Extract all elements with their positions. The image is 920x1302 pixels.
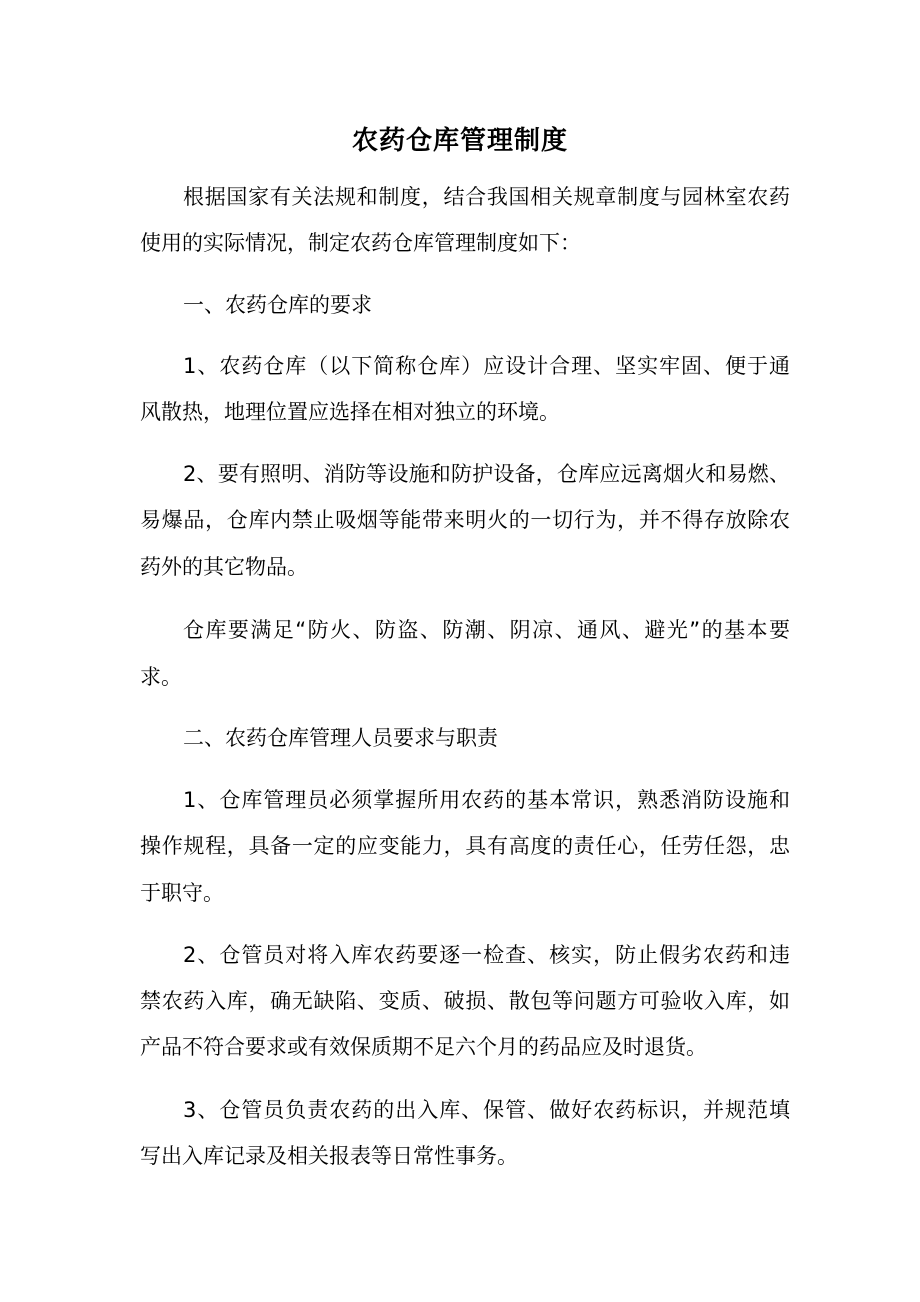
text-line: 根据国家有关法规和制度，结合我国相关规章制度与园林室农药 — [183, 185, 790, 209]
text-line: 易爆品，仓库内禁止吸烟等能带来明火的一切行为，并不得存放除农 — [140, 508, 790, 532]
text-line: 2、要有照明、消防等设施和防护设备，仓库应远离烟火和易燃、 — [183, 462, 790, 486]
text-line: 使用的实际情况，制定农药仓库管理制度如下： — [140, 231, 581, 255]
text-line: 3、仓管员负责农药的出入库、保管、做好农药标识，并规范填 — [183, 1098, 790, 1122]
text-line: 写出入库记录及相关报表等日常性事务。 — [140, 1144, 518, 1168]
text-line: 风散热，地理位置应选择在相对独立的环境。 — [140, 400, 560, 424]
text-line: 1、仓库管理员必须掌握所用农药的基本常识，熟悉消防设施和 — [183, 788, 790, 812]
section-heading-1: 一、农药仓库的要求 — [183, 293, 372, 317]
text-line: 禁农药入库，确无缺陷、变质、破损、散包等问题方可验收入库，如 — [140, 989, 790, 1013]
document-title: 农药仓库管理制度 — [351, 126, 568, 156]
text-line: 产品不符合要求或有效保质期不足六个月的药品应及时退货。 — [140, 1035, 707, 1059]
text-line: 仓库要满足“防火、防盗、防潮、阴凉、通风、避光”的基本要 — [183, 618, 790, 642]
text-line: 药外的其它物品。 — [140, 555, 308, 579]
text-line: 2、仓管员对将入库农药要逐一检查、核实，防止假劣农药和违 — [183, 943, 790, 967]
text-line: 1、农药仓库（以下简称仓库）应设计合理、坚实牢固、便于通 — [183, 354, 790, 378]
text-line: 求。 — [140, 665, 182, 689]
text-line: 于职守。 — [140, 881, 224, 905]
section-heading-2: 二、农药仓库管理人员要求与职责 — [183, 726, 498, 750]
text-line: 操作规程，具备一定的应变能力，具有高度的责任心，任劳任怨，忠 — [140, 834, 790, 858]
